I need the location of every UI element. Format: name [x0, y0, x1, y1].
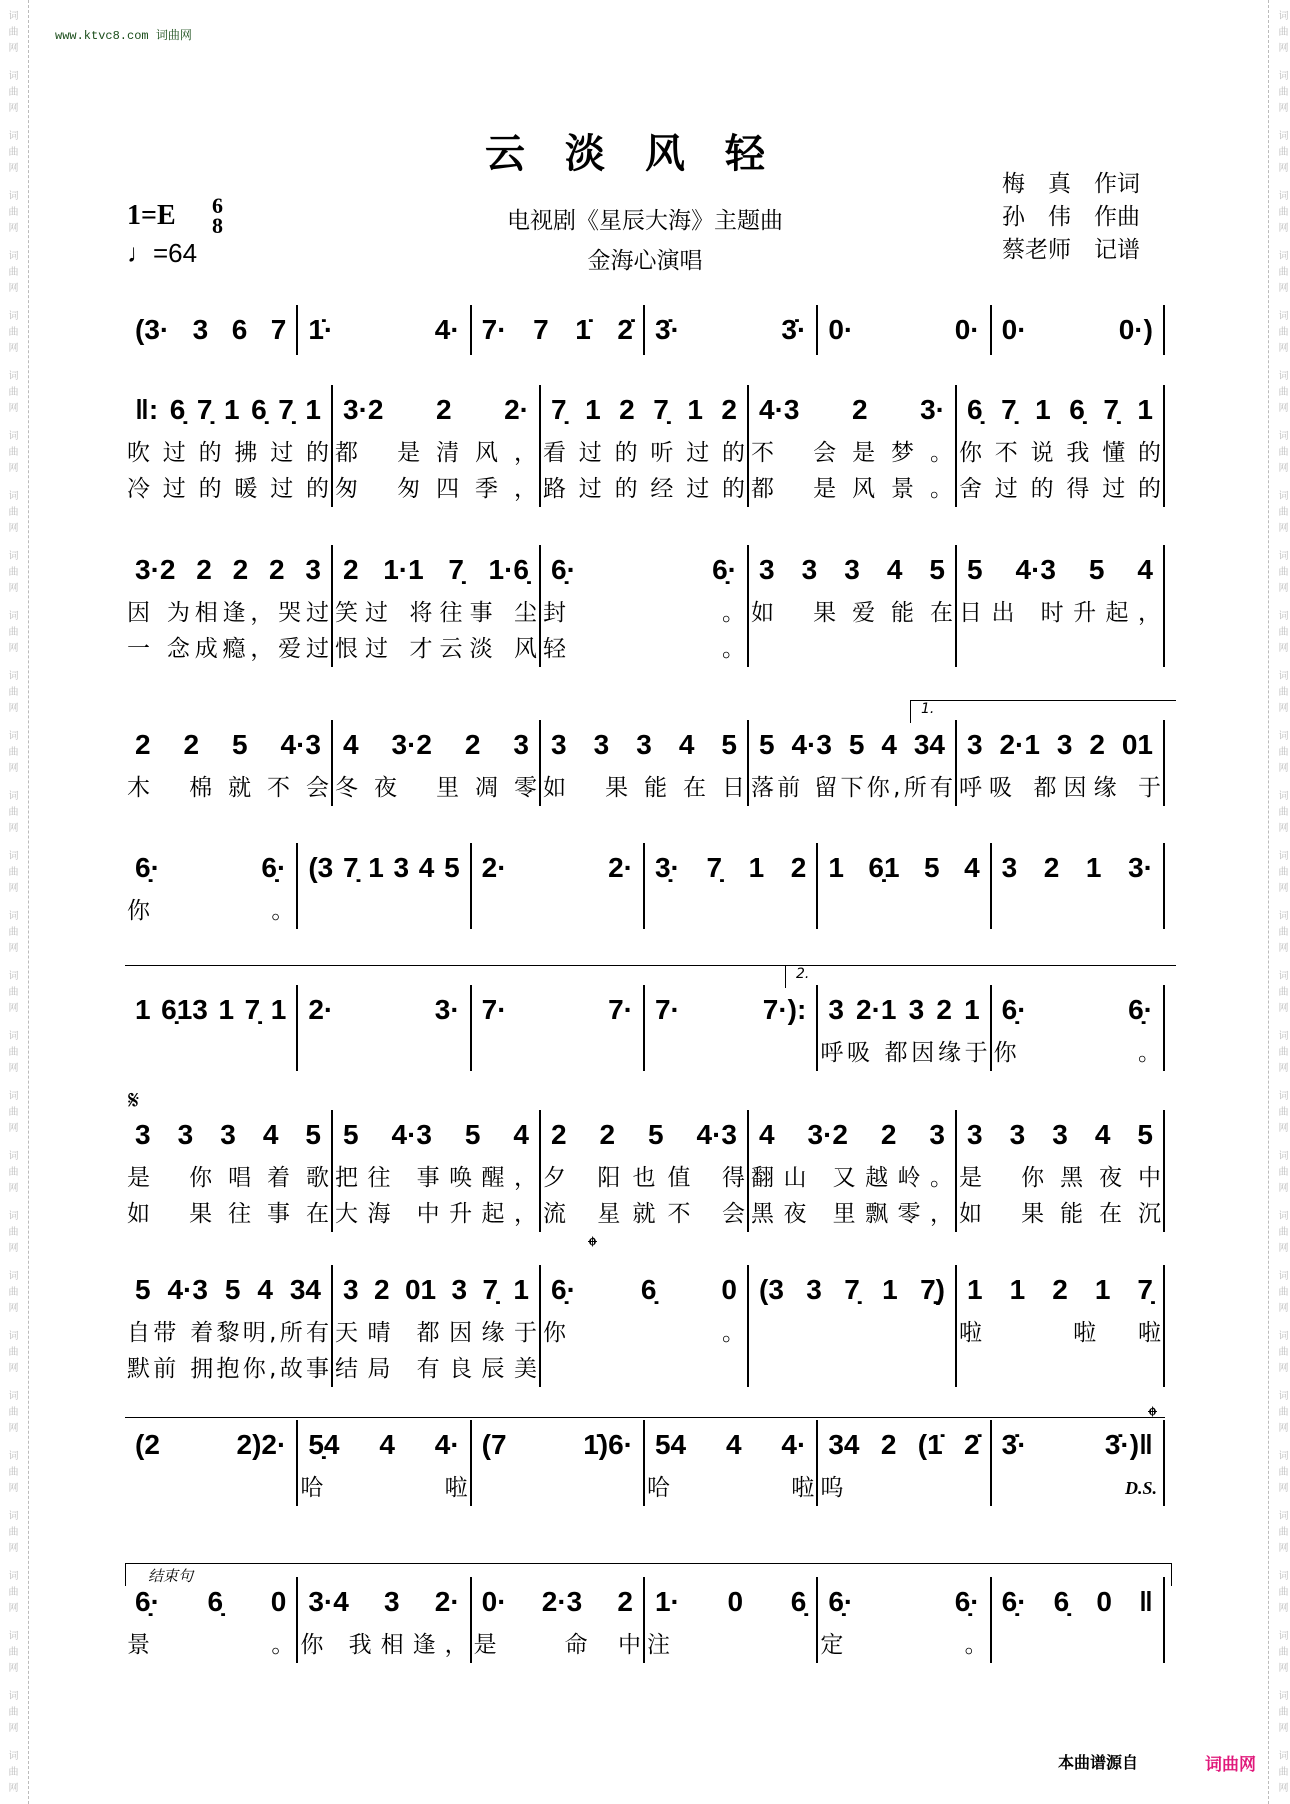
- lyric-line: [749, 631, 955, 667]
- measure-notes: 1 6̣13 1 7̣ 1: [135, 994, 287, 1025]
- lyric-line: 哈 啦: [300, 1475, 468, 1501]
- measure-notes: 3 3 3 4 5: [759, 554, 945, 585]
- measure-notes: 1· 0 6̣: [654, 1586, 807, 1617]
- measure: [645, 305, 818, 355]
- watermark: 词曲网: [6, 1270, 17, 1318]
- measure: [472, 1577, 645, 1663]
- lyric-line: 你。: [543, 1320, 745, 1346]
- measure-notes: 4 3·2 2 3: [759, 1119, 945, 1150]
- measure-notes: 0· 0·: [828, 314, 980, 345]
- lyric-line: 一 念成瘾，爱过: [127, 636, 329, 662]
- score-system: [125, 985, 1165, 1071]
- watermark: 词曲网: [6, 370, 17, 418]
- measure-notes: 6̣· 6̣ 0 ‖: [1001, 1586, 1153, 1617]
- lyric-line: [957, 631, 1163, 667]
- measure-notes: 7· 7 1̇ 2̇: [481, 314, 633, 345]
- time-top: 6: [212, 193, 223, 218]
- lyric-line: 自带 着黎明,所有: [127, 1320, 329, 1346]
- lyric-line: 呼吸 都因缘于: [820, 1040, 988, 1066]
- score-system: [125, 1265, 1165, 1387]
- lyric-line: 如 果往事在: [127, 1201, 329, 1227]
- measure-notes: 3 3 3 4 5: [135, 1119, 321, 1150]
- measure: [541, 545, 749, 667]
- watermark: 词曲网: [1276, 250, 1287, 298]
- measure-notes: 6̣· 6̣ 0: [135, 1586, 287, 1617]
- score-system: [125, 1110, 1165, 1232]
- measure-notes: 5 4·3 5 4 34: [759, 729, 945, 760]
- lyric-line: 你不说我懂的: [959, 440, 1161, 466]
- measure: [818, 1577, 991, 1663]
- lyric-line: [992, 1627, 1163, 1663]
- measure: [818, 985, 991, 1071]
- measure-notes: 6̣· 6̣ 0: [551, 1274, 737, 1305]
- watermark: 词曲网: [1276, 430, 1287, 478]
- watermark: 词曲网: [1276, 910, 1287, 958]
- measure: [749, 385, 957, 507]
- lyric-line: 封。: [543, 600, 745, 626]
- measure: [333, 1265, 541, 1387]
- measure-notes: 7· 7·):: [654, 994, 807, 1025]
- measure: [125, 720, 333, 806]
- watermark: 词曲网: [6, 1030, 17, 1078]
- measure-notes: 3 2·1 3 2 1: [828, 994, 980, 1025]
- lyric-line: 呜: [820, 1475, 844, 1501]
- measure-notes: 6̣· 6̣·: [135, 852, 287, 883]
- measure: [541, 1110, 749, 1232]
- measure-notes: ‖: 6̣ 7̣ 1 6̣ 7̣ 1: [135, 394, 321, 425]
- coda-icon: 𝄌: [588, 1232, 597, 1262]
- measure-notes: 54 4 4·: [654, 1429, 807, 1460]
- watermark: 词曲网: [6, 850, 17, 898]
- measure: [125, 1577, 298, 1663]
- measure: [333, 720, 541, 806]
- measure: [992, 305, 1165, 355]
- score-system: [125, 720, 1165, 806]
- lyric-line: 是 你唱着歌: [127, 1165, 329, 1191]
- measure: [125, 843, 298, 929]
- site-url[interactable]: www.ktvc8.com 词曲网: [55, 29, 192, 43]
- watermark: 词曲网: [1276, 1150, 1287, 1198]
- measure-notes: 3̇· 3̇·: [654, 314, 807, 345]
- footer-site-link[interactable]: 词曲网: [1205, 1755, 1256, 1775]
- measure: [957, 545, 1165, 667]
- lyric-line: [645, 893, 816, 929]
- lyric-line: 冬夜 里凋零: [335, 775, 537, 801]
- watermark: 词曲网: [6, 1330, 17, 1378]
- transcriber: 蔡老师 记谱: [1002, 237, 1140, 263]
- lyric-line: [125, 1035, 296, 1071]
- score-system: [125, 305, 1165, 355]
- measure-notes: 3·2 2 2 2 3: [135, 554, 321, 585]
- watermark: 词曲网: [1276, 1270, 1287, 1318]
- measure-notes: 6̣· 6̣·: [828, 1586, 980, 1617]
- measure-notes: 3 2·1 3 2 01: [967, 729, 1153, 760]
- watermark: 词曲网: [6, 730, 17, 778]
- measure: [298, 1577, 471, 1663]
- lyric-line: [992, 893, 1163, 929]
- measure: [125, 1110, 333, 1232]
- score-system: [125, 1577, 1165, 1663]
- lyric-line: 呼吸 都因缘 于: [959, 775, 1161, 801]
- measure-notes: 4 3·2 2 3: [343, 729, 529, 760]
- lyric-line: 如 果爱能在: [751, 600, 953, 626]
- measure: [472, 985, 645, 1071]
- watermark: 词曲网: [6, 430, 17, 478]
- lyric-line: 注: [646, 1632, 670, 1658]
- lyric-line: 不 会是梦。: [751, 440, 953, 466]
- lyric-line: 笑过 将往事 尘: [335, 600, 537, 626]
- measure: [125, 1265, 333, 1387]
- measure: [749, 720, 957, 806]
- lyric-line: 流 星就不 会: [543, 1201, 745, 1227]
- watermark: 词曲网: [6, 1150, 17, 1198]
- measure: [333, 1110, 541, 1232]
- ending-bracket: [125, 1563, 1172, 1586]
- measure-notes: 5̣4 4 4·: [308, 1429, 460, 1460]
- ending-label: 结束句: [148, 1567, 194, 1585]
- watermark: 词曲网: [6, 910, 17, 958]
- lyric-line: 日出 时升起，: [959, 600, 1161, 626]
- lyric-line: 翻山 又越岭。: [751, 1165, 953, 1191]
- watermark: 词曲网: [1276, 130, 1287, 178]
- measure: [645, 1577, 818, 1663]
- subtitle: 电视剧《星辰大海》主题曲: [507, 208, 783, 234]
- coda-line: [125, 1417, 1165, 1440]
- score-system: [125, 843, 1165, 929]
- measure-notes: 5 4·3 5 4 34: [135, 1274, 321, 1305]
- watermark: 词曲网: [1276, 730, 1287, 778]
- measure-notes: 3̣· 7̣ 1 2: [654, 852, 807, 883]
- measure-notes: 3 3 3 4 5: [967, 1119, 1153, 1150]
- lyric-line: 匆 匆四季，: [335, 476, 537, 502]
- watermark: 词曲网: [6, 1450, 17, 1498]
- watermark: 词曲网: [6, 10, 17, 58]
- lyric-line: 路过的经过的: [543, 476, 745, 502]
- lyric-line: 你 我相逢，: [300, 1632, 468, 1658]
- measure-notes: 3·2 2 2·: [343, 394, 529, 425]
- measure-notes: (3 3 7̣ 1 7̣): [759, 1274, 945, 1305]
- measure: [298, 843, 471, 929]
- lyric-line: 黑夜 里飘零，: [751, 1201, 953, 1227]
- watermark: 词曲网: [1276, 970, 1287, 1018]
- watermark: 词曲网: [1276, 1570, 1287, 1618]
- watermark: 词曲网: [6, 1390, 17, 1438]
- lyric-line: 木 棉就不会: [127, 775, 329, 801]
- measure: [333, 545, 541, 667]
- credits: [1002, 168, 1140, 267]
- watermark: 词曲网: [1276, 610, 1287, 658]
- measure-notes: 7̣ 1 2 7̣ 1 2: [551, 394, 737, 425]
- lyric-line: 看过的听过的: [543, 440, 745, 466]
- measure: [645, 985, 818, 1071]
- watermark: 词曲网: [1276, 1450, 1287, 1498]
- measure-notes: 1 1 2 1 7̣: [967, 1274, 1153, 1305]
- measure-notes: 3·4 3 2·: [308, 1586, 460, 1617]
- score-system: [125, 545, 1165, 667]
- tempo-mark: ♩=64: [127, 238, 198, 268]
- time-signature: [212, 193, 223, 238]
- lyric-line: [749, 1315, 955, 1351]
- composer: 孙 伟 作曲: [1002, 204, 1140, 230]
- watermark: 词曲网: [1276, 10, 1287, 58]
- measure: [749, 1110, 957, 1232]
- lyric-line: [472, 893, 643, 929]
- watermark: 词曲网: [6, 310, 17, 358]
- measure-notes: 3 2 01 3 7̣ 1: [343, 1274, 529, 1305]
- measure-notes: 2 2 5 4·3: [135, 729, 321, 760]
- lyric-line: [298, 1035, 469, 1071]
- lyric-line: 如 果能在日: [543, 775, 745, 801]
- measure-notes: 3̇· 3̇·)‖: [1001, 1429, 1153, 1460]
- measure-notes: 5 4·3 5 4: [343, 1119, 529, 1150]
- watermark: 词曲网: [6, 1510, 17, 1558]
- measure: [541, 385, 749, 507]
- segno-icon: 𝄋: [128, 1086, 140, 1116]
- volta-1: 1.: [910, 700, 1176, 723]
- lyric-line: [472, 1470, 643, 1506]
- measure: [992, 843, 1165, 929]
- volta-2: 2.: [785, 965, 1176, 988]
- watermark: 词曲网: [1276, 1030, 1287, 1078]
- measure-notes: 0· 2·3 2: [481, 1586, 633, 1617]
- measure-notes: 4·3 2 3·: [759, 394, 945, 425]
- watermark: 词曲网: [1276, 670, 1287, 718]
- measure: [818, 305, 991, 355]
- measure-notes: 6̣ 7̣ 1 6̣ 7̣ 1: [967, 394, 1153, 425]
- lyric-line: 默前 拥抱你,故事: [127, 1356, 329, 1382]
- measure: [957, 1110, 1165, 1232]
- measure-notes: (7 1̇)6·: [481, 1429, 633, 1460]
- lyric-line: 如 果能在沉: [959, 1201, 1161, 1227]
- watermark: 词曲网: [6, 490, 17, 538]
- measure: [957, 385, 1165, 507]
- lyric-line: 都 是风景。: [751, 476, 953, 502]
- measure-notes: 2· 2·: [481, 852, 633, 883]
- lyric-line: [957, 1351, 1163, 1387]
- measure-notes: 1 6̣1 5 4: [828, 852, 980, 883]
- measure-notes: (2 2)2·: [135, 1429, 287, 1460]
- measure-notes: 3 2 1 3·: [1001, 852, 1153, 883]
- lyric-line: [472, 1035, 643, 1071]
- lyric-line: 恨过 才云淡 风: [335, 636, 537, 662]
- lyric-line: 结局 有良辰美: [335, 1356, 537, 1382]
- lyric-line: 是 你黑夜中: [959, 1165, 1161, 1191]
- measure-notes: 34 2 (1̇ 2̇: [828, 1429, 980, 1460]
- watermark: 词曲网: [1276, 1210, 1287, 1258]
- lyric-line: 是 命中: [473, 1632, 641, 1658]
- measure: [125, 385, 333, 507]
- watermark: 词曲网: [6, 550, 17, 598]
- lyric-line: 景。: [127, 1632, 295, 1658]
- measure: [472, 843, 645, 929]
- measure: [992, 985, 1165, 1071]
- lyric-line: 啦 啦啦: [959, 1320, 1161, 1346]
- lyric-line: [645, 1035, 816, 1071]
- lyric-line: [749, 1351, 955, 1387]
- measure: [992, 1577, 1165, 1663]
- measure: [749, 545, 957, 667]
- lyric-line: [298, 893, 469, 929]
- watermark: 词曲网: [6, 130, 17, 178]
- measure: [818, 843, 991, 929]
- watermark: 词曲网: [1276, 1690, 1287, 1738]
- watermark: 词曲网: [1276, 1330, 1287, 1378]
- watermark: 词曲网: [1276, 490, 1287, 538]
- measure-notes: 3 3 3 4 5: [551, 729, 737, 760]
- measure: [125, 305, 298, 355]
- measure: [298, 985, 471, 1071]
- watermark: 词曲网: [6, 250, 17, 298]
- measure: [957, 720, 1165, 806]
- lyric-line: 冷过的暖过的: [127, 476, 329, 502]
- measure: [298, 305, 471, 355]
- lyric-line: 你。: [127, 898, 295, 924]
- measure-notes: (3 7̣ 1 3 4 5: [308, 852, 460, 883]
- measure: [541, 1265, 749, 1387]
- lyric-line: 天晴 都因缘于: [335, 1320, 537, 1346]
- key-signature: 1=E: [127, 200, 176, 231]
- score-system: [125, 385, 1165, 507]
- song-title: 云淡风轻: [485, 131, 805, 177]
- measure-notes: 7· 7·: [481, 994, 633, 1025]
- footer-text: 本曲谱源自: [1058, 1753, 1139, 1772]
- lyric-line: 夕 阳也值 得: [543, 1165, 745, 1191]
- watermark: 词曲网: [6, 670, 17, 718]
- watermark: 词曲网: [1276, 1630, 1287, 1678]
- lyric-line: [818, 893, 989, 929]
- measure-notes: (3· 3 6 7: [135, 314, 287, 345]
- watermark: 词曲网: [1276, 1750, 1287, 1798]
- measure-notes: 2· 3·: [308, 994, 460, 1025]
- watermark: 词曲网: [1276, 1090, 1287, 1138]
- measure: [957, 1265, 1165, 1387]
- watermark: 词曲网: [1276, 850, 1287, 898]
- measure-notes: 2 2 5 4·3: [551, 1119, 737, 1150]
- watermark: 词曲网: [6, 190, 17, 238]
- measure-notes: 0· 0·): [1001, 314, 1153, 345]
- measure: [645, 843, 818, 929]
- measure-notes: 6̣· 6̣·: [551, 554, 737, 585]
- lyric-line: 哈 啦: [646, 1475, 815, 1501]
- watermark: 词曲网: [1276, 550, 1287, 598]
- coda-icon-2: 𝄌: [1148, 1402, 1157, 1432]
- lyric-line: 把往 事唤醒，: [335, 1165, 537, 1191]
- lyric-line: 舍过的得过的: [959, 476, 1161, 502]
- measure: [125, 985, 298, 1071]
- watermark: 词曲网: [1276, 1510, 1287, 1558]
- volta-1-line: [125, 965, 790, 988]
- lyric-line: 大海 中升起，: [335, 1201, 537, 1227]
- watermark: 词曲网: [6, 790, 17, 838]
- watermark: 词曲网: [1276, 1390, 1287, 1438]
- measure: [125, 545, 333, 667]
- watermark: 词曲网: [1276, 310, 1287, 358]
- lyric-line: 吹过的拂过的: [127, 440, 329, 466]
- watermark: 词曲网: [1276, 790, 1287, 838]
- lyric-line: [541, 1351, 747, 1387]
- measure: [333, 385, 541, 507]
- watermark: 词曲网: [6, 1570, 17, 1618]
- lyric-line: 都 是清风，: [335, 440, 537, 466]
- measure: [749, 1265, 957, 1387]
- watermark: 词曲网: [6, 610, 17, 658]
- lyricist: 梅 真 作词: [1002, 171, 1140, 197]
- lyric-line: [125, 1470, 296, 1506]
- measure-notes: 1̇· 4·: [308, 314, 460, 345]
- time-bottom: 8: [212, 213, 223, 238]
- lyric-line: 你。: [993, 1040, 1161, 1066]
- measure-notes: 6̣· 6̣·: [1001, 994, 1153, 1025]
- watermark: 词曲网: [6, 1750, 17, 1798]
- watermark: 词曲网: [1276, 370, 1287, 418]
- measure-notes: 2 1·1 7̣ 1·6̣: [343, 554, 529, 585]
- lyric-line: 轻。: [543, 636, 745, 662]
- watermark: 词曲网: [6, 970, 17, 1018]
- watermark: 词曲网: [6, 1630, 17, 1678]
- watermark: 词曲网: [6, 1690, 17, 1738]
- watermark: 词曲网: [1276, 70, 1287, 118]
- measure: [541, 720, 749, 806]
- watermark: 词曲网: [6, 1090, 17, 1138]
- watermark: 词曲网: [6, 70, 17, 118]
- lyric-line: 因 为相逢，哭过: [127, 600, 329, 626]
- watermark: 词曲网: [1276, 190, 1287, 238]
- measure-notes: 5 4·3 5 4: [967, 554, 1153, 585]
- lyric-line: 落前 留下你,所有: [751, 775, 953, 801]
- measure: [472, 305, 645, 355]
- watermark: 词曲网: [6, 1210, 17, 1258]
- lyric-line: 定。: [820, 1632, 988, 1658]
- singer: 金海心演唱: [587, 248, 703, 274]
- ds-mark: D.S.: [1125, 1478, 1158, 1498]
